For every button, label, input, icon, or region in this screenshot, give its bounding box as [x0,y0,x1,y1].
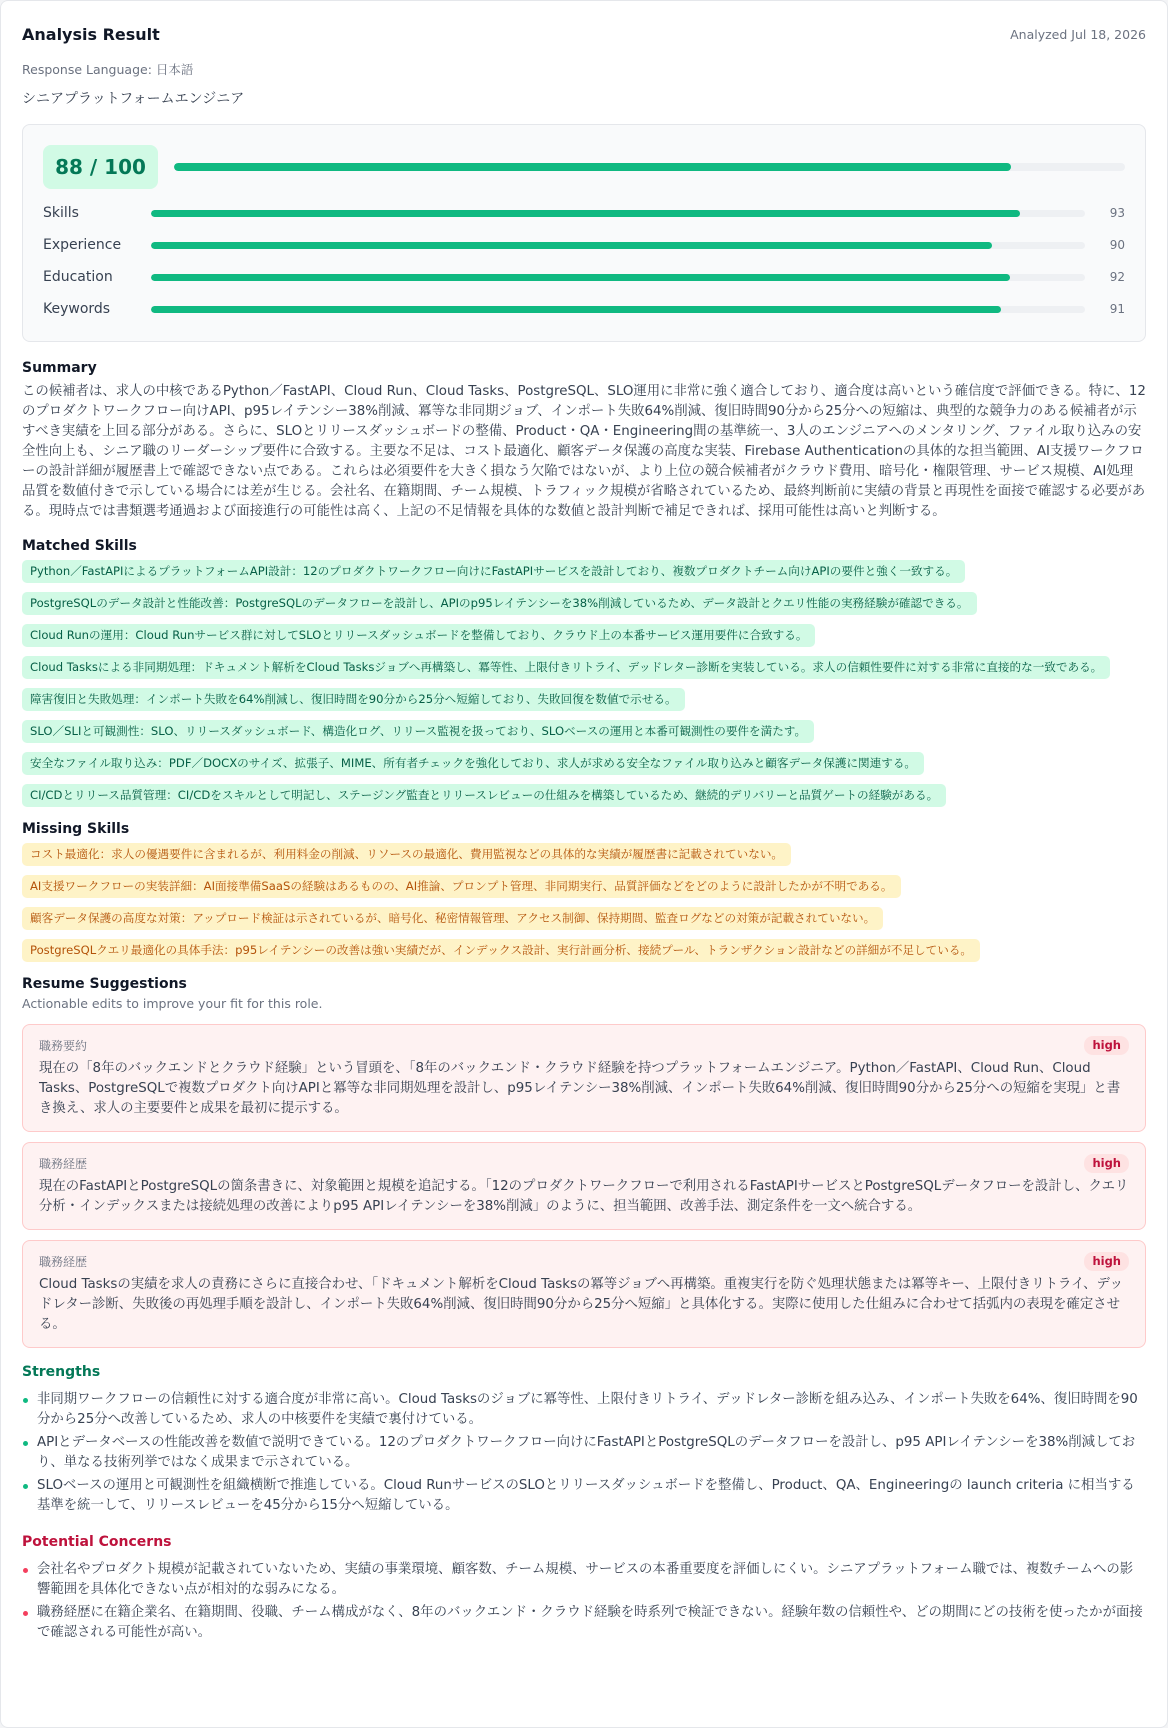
strength-item [22,1476,1146,1516]
job-role: シニアプラットフォームエンジニア [22,91,245,107]
strengths-list [22,1390,1146,1516]
strength-item-text: SLOベースの運用と可観測性を組織横断で推進している。Cloud RunサービスのSLOとリリースダッシュボードを整備し、Product、QA、Engineeringの launch criteria に相当する基準を統一して、リリースレビューを45分から15分へ短縮している。 [37,1478,1135,1513]
suggestion-text: 現在の「8年のバックエンドとクラウド経験」という冒頭を、「8年のバックエンド・クラウド経験を持つプラットフォームエンジニア。Python／FastAPI、Cloud Run、Cloud Tasks、PostgreSQLで複数プロダクト向けAPIと冪等な非同期処理を設計し、p95レイテンシー38%削減、インポート失敗64%削減、復旧時間90分から25分への短縮を実現」と書き換え、求人の主要要件と成果を最初に提示する。 [39,1061,1121,1116]
matched-skill-chip: CI/CDとリリース品質管理：CI/CDをスキルとして明記し、ステージング監査とリリースレビューの仕組みを構築しているため、継続的デリバリーと品質ゲートの経験がある。 [22,784,946,807]
strength-item-text: APIとデータベースの性能改善を数値で説明できている。12のプロダクトワークフロー向けにFastAPIとPostgreSQLのデータフローを設計し、p95 APIレイテンシーを38%削減しており、単なる技術列挙ではなく成果まで示されている。 [37,1435,1136,1470]
strengths-heading: Strengths [22,1364,101,1380]
matched-skill-chip: SLO／SLIと可観測性：SLO、リリースダッシュボード、構造化ログ、リリース監視を扱っており、SLOベースの運用と本番可観測性の要件を満たす。 [22,720,814,743]
concern-item [22,1603,1146,1643]
suggestion-card [22,1142,1146,1230]
matched-skill-chip: 障害復旧と失敗処理：インポート失敗を64%削減し、復旧時間を90分から25分へ短縮しており、失敗回復を数値で示せる。 [22,688,685,711]
matched-skill-chip: Cloud Runの運用：Cloud Runサービス群に対してSLOとリリースダッシュボードを整備しており、クラウド上の本番サービス運用要件に合致する。 [22,624,815,647]
suggestion-card [22,1024,1146,1132]
score-row-experience [43,229,1125,261]
matched-skill-chip: 安全なファイル取り込み：PDF／DOCXのサイズ、拡張子、MIME、所有者チェックを強化しており、求人が求める安全なファイル取り込みと顧客データ保護に関連する。 [22,752,924,775]
summary-heading: Summary [22,360,97,376]
missing-skills-heading: Missing Skills [22,821,130,837]
strength-item-text: 非同期ワークフローの信頼性に対する適合度が非常に高い。Cloud Tasksのジョブに冪等性、上限付きリトライ、デッドレター診断を組み込み、インポート失敗を64%、復旧時間を90分から25分へ改善しているため、求人の中核要件を実績で裏付けている。 [37,1392,1138,1427]
score-label: Education [43,269,113,285]
score-row-keywords [43,293,1125,325]
score-label: Experience [43,237,122,253]
score-bar [151,242,1085,249]
matched-skill-chip: Cloud Tasksによる非同期処理：ドキュメント解析をCloud Tasksジョブへ再構築し、冪等性、上限付きリトライ、デッドレター診断を実装している。求人の信頼性要件に対する非常に直接的な一致である。 [22,656,1110,679]
strength-item [22,1433,1146,1473]
concern-item-text: 職務経歴に在籍企業名、在籍期間、役職、チーム構成がなく、8年のバックエンド・クラウド経験を時系列で検証できない。経験年数の信頼性や、どの期間にどの技術を使ったかが面接で確認される可能性が高い。 [37,1605,1143,1640]
concerns-heading: Potential Concerns [22,1534,172,1550]
suggestion-card [22,1240,1146,1348]
score-bar [151,274,1085,281]
suggestion-text: Cloud Tasksの実績を求人の責務にさらに直接合わせ、「ドキュメント解析をCloud Tasksの冪等ジョブへ再構築。重複実行を防ぐ処理状態または冪等キー、上限付きリトライ、デッドレター診断、失敗後の再処理手順を設計し、インポート失敗64%削減、復旧時間90分から25分へ短縮」と具体化する。実際に使用した仕組みに合わせて括弧内の表現を確定させる。 [39,1277,1124,1332]
resume-suggestions-heading: Resume Suggestions [22,976,187,992]
overall-score-bar [174,163,1125,171]
bullet-dot-icon [23,1568,28,1573]
priority-badge: high [1084,1252,1129,1271]
priority-badge: high [1084,1154,1129,1173]
page-title: Analysis Result [22,24,160,44]
analyzed-date: Analyzed Jul 18, 2026 [1010,26,1146,42]
matched-skills-heading: Matched Skills [22,538,137,554]
concerns-list [22,1560,1146,1643]
score-value: 90 [1109,238,1125,252]
suggestion-text: 現在のFastAPIとPostgreSQLの箇条書きに、対象範囲と規模を追記する。「12のプロダクトワークフローで利用されるFastAPIサービスとPostgreSQLデータフローを設計し、クエリ分析・インデックスまたは接続処理の改善によりp95 APIレイテンシーを38%削減」のように、担当範囲、改善手法、測定条件を一文へ統合する。 [39,1179,1129,1214]
score-fill [151,274,1010,281]
matched-skills-list [22,560,1146,807]
score-value: 91 [1109,302,1125,316]
overall-score-fill [174,163,1011,171]
missing-skill-chip: AI支援ワークフローの実装詳細：AI面接準備SaaSの経験はあるものの、AI推論、プロンプト管理、非同期実行、品質評価などをどのように設計したかが不明である。 [22,875,901,898]
response-language: Response Language: 日本語 [22,62,194,77]
score-bar [151,210,1085,217]
score-bar [151,306,1085,313]
score-value: 92 [1109,270,1125,284]
bullet-dot-icon [23,1484,28,1489]
score-row-skills [43,197,1125,229]
suggestion-list [22,1024,1146,1348]
overall-score-badge: 88 / 100 [43,145,158,189]
score-value: 93 [1109,206,1125,220]
missing-skill-chip: 顧客データ保護の高度な対策：アップロード検証は示されているが、暗号化、秘密情報管理、アクセス制御、保持期間、監査ログなどの対策が記載されていない。 [22,907,883,930]
score-fill [151,242,992,249]
bullet-dot-icon [23,1398,28,1403]
result-header [22,23,1146,45]
concern-item [22,1560,1146,1600]
missing-skill-chip: コスト最適化：求人の優遇要件に含まれるが、利用料金の削減、リソースの最適化、費用監視などの具体的な実績が履歴書に記載されていない。 [22,843,791,866]
score-label: Skills [43,205,79,221]
overall-score-row [43,145,1125,189]
score-row-education [43,261,1125,293]
score-fill [151,210,1020,217]
priority-badge: high [1084,1036,1129,1055]
matched-skill-chip: Python／FastAPIによるプラットフォームAPI設計：12のプロダクトワークフロー向けにFastAPIサービスを設計しており、複数プロダクトチーム向けAPIの要件と強く一致する。 [22,560,965,583]
missing-skills-list [22,843,1146,962]
score-breakdown [43,197,1125,325]
concern-item-text: 会社名やプロダクト規模が記載されていないため、実績の事業環境、顧客数、チーム規模、サービスの本番重要度を評価しにくい。シニアプラットフォーム職では、複数チームへの影響範囲を具体化できない点が相対的な弱みになる。 [37,1562,1134,1597]
suggestion-category: 職務経歴 [39,1255,88,1269]
strength-item [22,1390,1146,1430]
summary-text: この候補者は、求人の中核であるPython／FastAPI、Cloud Run、Cloud Tasks、PostgreSQL、SLO運用に非常に強く適合しており、適合度は高いという確信度で評価できる。特に、12のプロダクトワークフロー向けAPI、p95レイテンシー38%削減、冪等な非同期ジョブ、インポート失敗64%削減、復旧時間90分から25分への短縮は、典型的な競争力のある候補者が示すべき実績を上回る部分がある。さらに、SLOとリリースダッシュボードの整備、Product・QA・Engineering間の基準統一、3人のエンジニアへのメンタリング、ファイル取り込みの安全性向上も、シニア職のリーダーシップ要件に合致する。主要な不足は、コスト最適化、顧客データ保護の高度な実装、Firebase Authenticationの具体的な担当範囲、AI支援ワークフローの設計詳細が履歴書上で確認できない点である。これらは必須要件を大きく損なう欠陥ではないが、より上位の競合候補者がクラウド費用、暗号化・権限管理、サービス規模、AI処理品質を数値付きで示している場合には差が生じる。会社名、在籍期間、チーム規模、トラフィック規模が省略されているため、最終判断前に実績の背景と再現性を面接で確認する必要がある。現時点では書類選考通過および面接進行の可能性は高く、上記の不足情報を具体的な数値と設計判断で補足できれば、採用可能性は高いと判断する。 [22,384,1146,519]
missing-skill-chip: PostgreSQLクエリ最適化の具体手法：p95レイテンシーの改善は強い実績だが、インデックス設計、実行計画分析、接続プール、トランザクション設計などの詳細が不足している。 [22,939,980,962]
bullet-dot-icon [23,1611,28,1616]
score-fill [151,306,1001,313]
score-label: Keywords [43,301,111,317]
suggestion-category: 職務要約 [39,1039,88,1053]
resume-suggestions-subheading: Actionable edits to improve your fit for this role. [22,996,323,1011]
suggestion-category: 職務経歴 [39,1157,88,1171]
score-panel [22,124,1146,342]
matched-skill-chip: PostgreSQLのデータ設計と性能改善：PostgreSQLのデータフローを設計し、APIのp95レイテンシーを38%削減しているため、データ設計とクエリ性能の実務経験が確認できる。 [22,592,977,615]
bullet-dot-icon [23,1441,28,1446]
